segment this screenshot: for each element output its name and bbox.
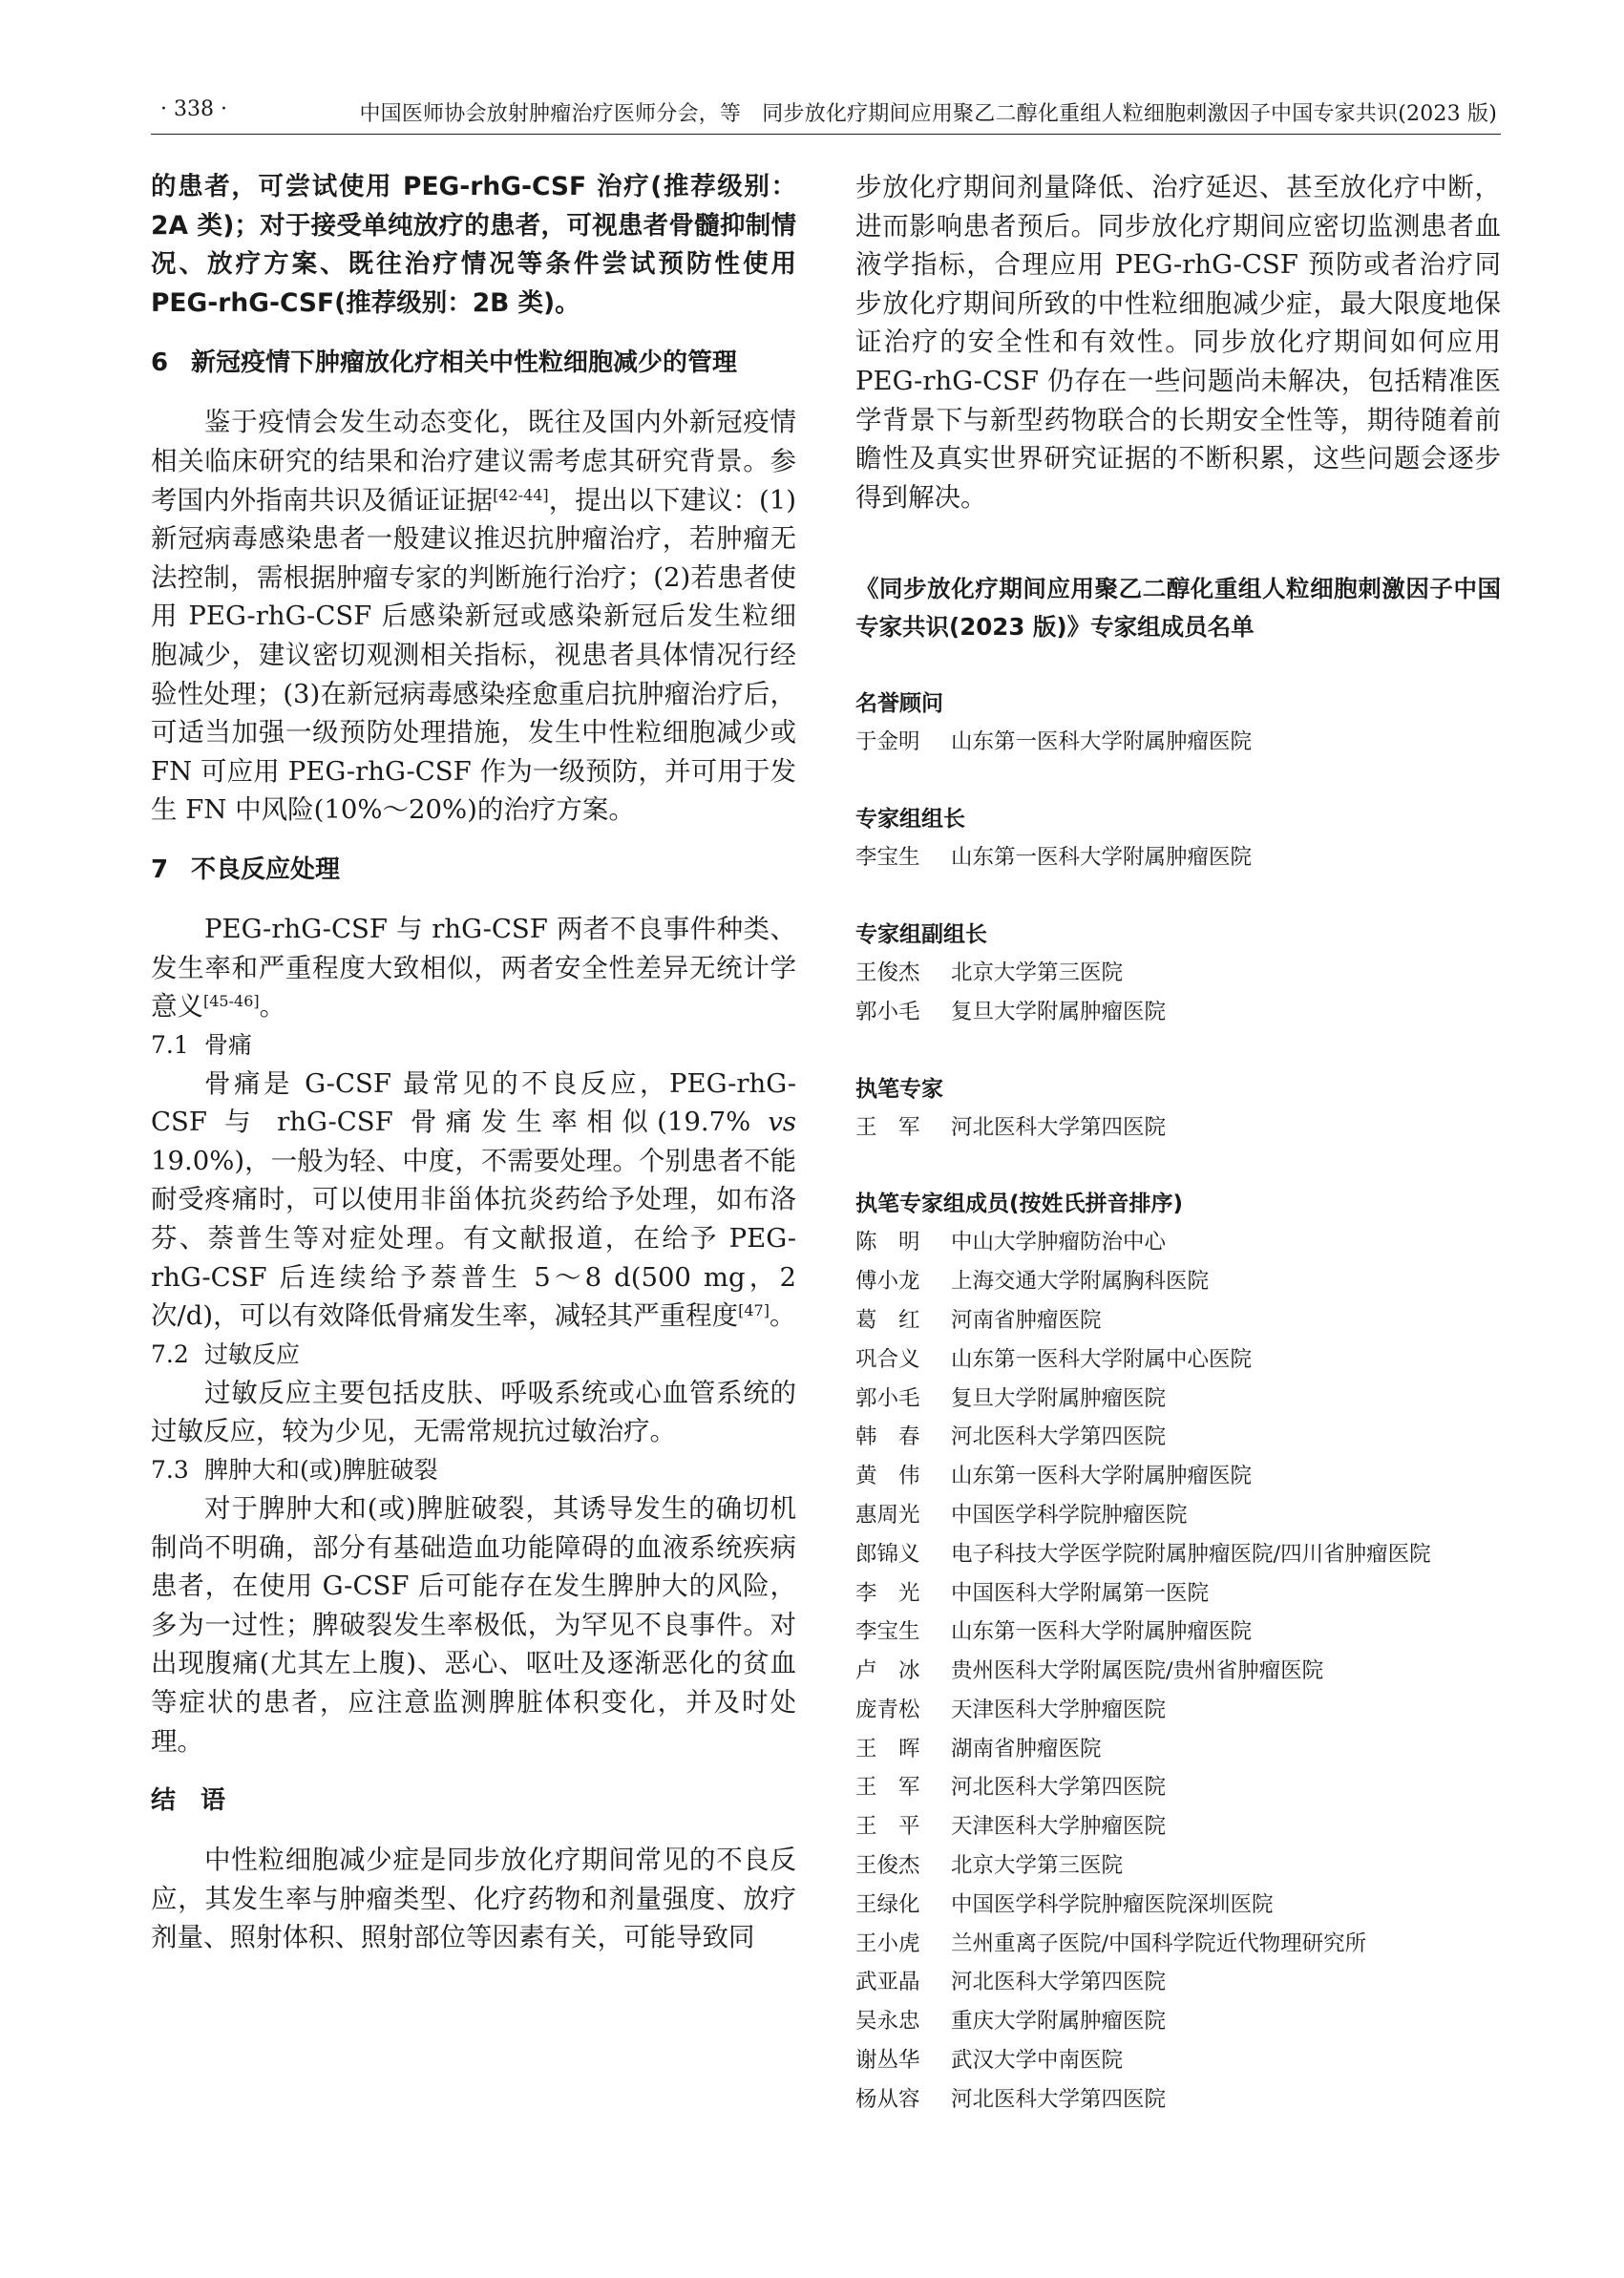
spacer [855,1147,1501,1185]
member-name: 郭小毛 [855,999,920,1024]
committee-member [855,1108,1501,1148]
section-title: 不良反应处理 [191,854,341,884]
member-institution: 河北医科大学第四医院 [951,1970,1167,1995]
member-name: 李宝生 [855,845,920,871]
member-name: 卢 冰 [855,1658,920,1684]
committee-member [855,1652,1501,1691]
committee-list [855,646,1501,2119]
right-column [855,168,1501,2120]
committee-member [855,1380,1501,1419]
spacer [855,646,1501,685]
section-6-heading [151,344,796,382]
subsection-title: 脾肿大和(或)脾脏破裂 [204,1456,438,1485]
member-institution: 河北医科大学第四医院 [951,1775,1167,1801]
subsection-number: 7.1 [151,1030,189,1059]
subsection-7-3-paragraph: 对于脾肿大和(或)脾脏破裂，其诱导发生的确切机制尚不明确，部分有基础造血功能障碍的血液系统疾病患者，在使用 G-CSF 后可能存在发生脾肿大的风险，多为一过性；脾破裂发生率极低，为罕见不良事件。对出现腹痛(尤其左上腹)、恶心、呕吐及逐渐恶化的贫血等症状的患者，应注意监测脾脏体积变化，并及时处理。 [151,1493,796,1757]
subsection-title: 骨痛 [204,1030,253,1059]
member-name: 杨从容 [855,2086,920,2112]
text-run: 鉴于疫情会发生动态变化，既往及国内外新冠疫情相关临床研究的结果和治疗建议需考虑其研究背景。参考国内外指南共识及循证证据 [151,407,796,516]
subsection-title: 过敏反应 [204,1339,301,1368]
committee-member [855,1691,1501,1730]
member-name: 王小虎 [855,1930,920,1956]
member-institution: 兰州重离子医院/中国科学院近代物理研究所 [951,1930,1367,1956]
member-name: 于金明 [855,729,920,755]
member-name: 李宝生 [855,1619,920,1645]
member-institution: 河北医科大学第四医院 [951,1114,1167,1140]
committee-member [855,1340,1501,1380]
committee-member [855,723,1501,762]
running-title: 中国医师协会放射肿瘤治疗医师分会，等 同步放化疗期间应用聚乙二醇化重组人粒细胞刺激因子中国专家共识(2023 版) [359,102,1497,126]
member-name: 王 晖 [855,1736,920,1761]
member-institution: 复旦大学附属肿瘤医院 [951,1385,1167,1411]
section-6-paragraph [151,403,796,830]
subsection-number: 7.3 [151,1456,189,1485]
spacer [855,762,1501,800]
member-name: 王绿化 [855,1891,920,1917]
committee-member [855,2041,1501,2080]
committee-role-title: 执笔专家组成员(按姓氏拼音排序) [855,1192,1184,1217]
member-institution: 中国医学科学院肿瘤医院深圳医院 [951,1891,1274,1917]
committee-member [855,1535,1501,1574]
subsection-7-2-paragraph: 过敏反应主要包括皮肤、呼吸系统或心血管系统的过敏反应，较为少见，无需常规抗过敏治疗。 [151,1377,796,1447]
member-institution: 河南省肿瘤医院 [951,1307,1102,1333]
member-name: 王 军 [855,1775,920,1801]
subsection-7-3-heading [151,1451,796,1489]
text-run: 骨痛是 G-CSF 最常见的不良反应，PEG-rhG-CSF 与 rhG-CSF 骨痛发生率相似(19.7% [151,1067,796,1138]
section-number: 7 [151,854,169,884]
member-name: 葛 红 [855,1307,920,1333]
member-institution: 中国医科大学附属第一医院 [951,1580,1210,1606]
member-institution: 山东第一医科大学附属中心医院 [951,1346,1253,1372]
subsection-7-2-heading [151,1336,796,1374]
member-institution: 贵州医科大学附属医院/贵州省肿瘤医院 [951,1658,1324,1684]
conclusion-heading: 结 语 [151,1786,226,1816]
member-name: 巩合义 [855,1346,920,1372]
member-name: 王俊杰 [855,1853,920,1879]
text-run: 19.0%)，一般为轻、中度，不需要处理。个别患者不能耐受疼痛时，可以使用非甾体抗炎药给予处理，如布洛芬、萘普生等对症处理。有文献报道，在给予 PEG-rhG-CSF 后连续给予萘普生 5～8 d(500 mg，2 次/d)，可以有效降低骨痛发生率，减轻其严重程度 [151,1145,796,1332]
citation: [45-46] [203,992,260,1011]
member-name: 王俊杰 [855,960,920,985]
conclusion-paragraph-continued: 步放化疗期间剂量降低、治疗延迟、甚至放化疗中断，进而影响患者预后。同步放化疗期间应密切监测患者血液学指标，合理应用 PEG-rhG-CSF 预防或者治疗同步放化疗期间所致的中性粒细胞减少症，最大限度地保证治疗的安全性和有效性。同步放化疗期间如何应用 PEG-rhG-CSF 仍存在一些问题尚未解决，包括精准医学背景下与新型药物联合的长期安全性等，期待随着前瞻性及真实世界研究证据的不断积累，这些问题会逐步得到解决。 [855,172,1501,513]
committee-member [855,1730,1501,1769]
member-name: 王 军 [855,1114,920,1140]
member-institution: 河北医科大学第四医院 [951,2086,1167,2112]
committee-member [855,1846,1501,1886]
committee-member [855,1807,1501,1846]
committee-member [855,1963,1501,2002]
recommendation-paragraph: 的患者，可尝试使用 PEG-rhG-CSF 治疗(推荐级别：2A 类)；对于接受单纯放疗的患者，可视患者骨髓抑制情况、放疗方案、既往治疗情况等条件尝试预防性使用 PEG-rhG-CSF(推荐级别：2B 类)。 [151,172,796,318]
member-institution: 湖南省肿瘤医院 [951,1736,1102,1761]
conclusion-paragraph: 中性粒细胞减少症是同步放化疗期间常见的不良反应，其发生率与肿瘤类型、化疗药物和剂量强度、放疗剂量、照射体积、照射部位等因素有关，可能导致同 [151,1845,796,1953]
committee-member [855,993,1501,1032]
committee-member [855,1301,1501,1340]
committee-member [855,1496,1501,1535]
committee-member [855,1613,1501,1652]
page-number: · 338 · [160,97,227,121]
committee-member [855,2002,1501,2041]
member-institution: 复旦大学附属肿瘤医院 [951,999,1167,1024]
committee-member [855,1768,1501,1807]
subsection-7-1-paragraph [151,1065,796,1336]
committee-member [855,1886,1501,1925]
member-name: 谢丛华 [855,2048,920,2074]
committee-member [855,1457,1501,1496]
section-title: 新冠疫情下肿瘤放化疗相关中性粒细胞减少的管理 [191,348,738,378]
text-run: PEG-rhG-CSF 与 rhG-CSF 两者不良事件种类、发生率和严重程度大致相似，两者安全性差异无统计学意义 [151,913,796,1023]
member-institution: 山东第一医科大学附属肿瘤医院 [951,1619,1253,1645]
member-name: 吴永忠 [855,2009,920,2035]
committee-role-title: 名誉顾问 [855,691,943,717]
member-institution: 中国医学科学院肿瘤医院 [951,1502,1188,1528]
left-column [151,168,796,1957]
spacer [855,877,1501,916]
section-7-heading [151,851,796,889]
member-institution: 河北医科大学第四医院 [951,1424,1167,1450]
member-name: 郎锦义 [855,1541,920,1567]
member-name: 陈 明 [855,1230,920,1255]
member-institution: 天津医科大学肿瘤医院 [951,1814,1167,1840]
text-run: vs [768,1107,796,1138]
member-institution: 北京大学第三医院 [951,1853,1124,1879]
subsection-number: 7.2 [151,1339,189,1368]
member-institution: 北京大学第三医院 [951,960,1124,985]
subsection-7-1-heading [151,1026,796,1065]
citation: [47] [738,1301,770,1320]
text-run: ，提出以下建议：(1)新冠病毒感染患者一般建议推迟抗肿瘤治疗，若肿瘤无法控制，需根据肿瘤专家的判断施行治疗；(2)若患者使用 PEG-rhG-CSF 后感染新冠或感染新冠后发生粒细胞减少，建议密切观测相关指标，视患者具体情况行经验性处理；(3)在新冠病毒感染痊愈重启抗肿瘤治疗后，可适当加强一级预防处理措施，发生中性粒细胞减少或 FN 可应用 PEG-rhG-CSF 作为一级预防，并可用于发生 FN 中风险(10%～20%)的治疗方案。 [151,484,797,826]
member-name: 黄 伟 [855,1464,920,1489]
member-name: 庞青松 [855,1697,920,1722]
member-institution: 重庆大学附属肿瘤医院 [951,2009,1167,2035]
committee-member [855,1262,1501,1301]
committee-member [855,1418,1501,1457]
member-institution: 山东第一医科大学附属肿瘤医院 [951,729,1253,755]
member-institution: 中山大学肿瘤防治中心 [951,1230,1167,1255]
section-number: 6 [151,348,169,378]
member-institution: 电子科技大学医学院附属肿瘤医院/四川省肿瘤医院 [951,1541,1431,1567]
page-header [151,88,1501,135]
member-name: 王 平 [855,1814,920,1840]
committee-role-title: 专家组组长 [855,807,965,833]
member-name: 武亚晶 [855,1970,920,1995]
member-name: 傅小龙 [855,1269,920,1295]
member-institution: 上海交通大学附属胸科医院 [951,1269,1210,1295]
member-institution: 山东第一医科大学附属肿瘤医院 [951,845,1253,871]
member-name: 惠周光 [855,1502,920,1528]
member-institution: 山东第一医科大学附属肿瘤医院 [951,1464,1253,1489]
committee-member [855,2080,1501,2120]
committee-member [855,838,1501,877]
spacer [855,1032,1501,1070]
member-name: 郭小毛 [855,1385,920,1411]
member-name: 韩 春 [855,1424,920,1450]
committee-role-title: 专家组副组长 [855,921,987,947]
committee-role-title: 执笔专家 [855,1076,943,1102]
section-7-paragraph [151,910,796,1026]
member-institution: 天津医科大学肿瘤医院 [951,1697,1167,1722]
citation: [42-44] [493,485,549,504]
member-name: 李 光 [855,1580,920,1606]
text-run: 。 [769,1300,796,1332]
committee-member [855,954,1501,993]
text-run: 。 [259,991,286,1023]
committee-member [855,1223,1501,1262]
member-institution: 武汉大学中南医院 [951,2048,1124,2074]
committee-member [855,1574,1501,1614]
committee-member [855,1925,1501,1964]
committee-list-title: 《同步放化疗期间应用聚乙二醇化重组人粒细胞刺激因子中国专家共识(2023 版)》专家组成员名单 [855,575,1501,642]
